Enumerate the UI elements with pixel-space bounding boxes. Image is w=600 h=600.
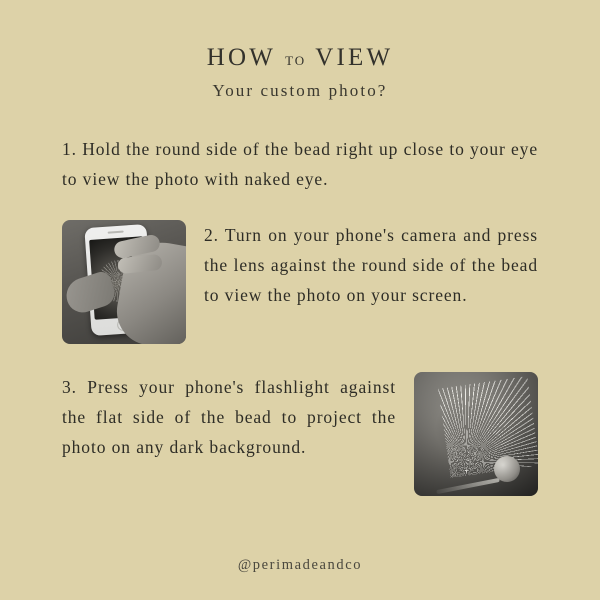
title-part-to: to xyxy=(285,49,307,69)
step-2-text: 2. Turn on your phone's camera and press the lens against the round side of the bead to view the photo on your screen. xyxy=(204,225,538,306)
header xyxy=(62,44,538,101)
page-subtitle: Your custom photo? xyxy=(212,81,388,100)
step-3-row xyxy=(62,372,538,496)
page-title xyxy=(62,44,538,72)
step-3-text: 3. Press your phone's flashlight against the flat side of the bead to project the photo on any dark background. xyxy=(62,377,396,458)
title-part-how: HOW xyxy=(206,44,276,71)
phone-speaker-icon xyxy=(108,231,124,234)
step-2-row xyxy=(62,220,538,344)
title-part-view: VIEW xyxy=(315,44,394,71)
step-1-text: 1. Hold the round side of the bead right up close to your eye to view the photo with naked eye. xyxy=(62,139,538,190)
hand-holding-phone-photo xyxy=(62,220,186,344)
social-handle: @perimadeandco xyxy=(237,557,363,573)
dandelion-macro-photo xyxy=(414,372,538,496)
photo-vignette xyxy=(414,372,538,496)
